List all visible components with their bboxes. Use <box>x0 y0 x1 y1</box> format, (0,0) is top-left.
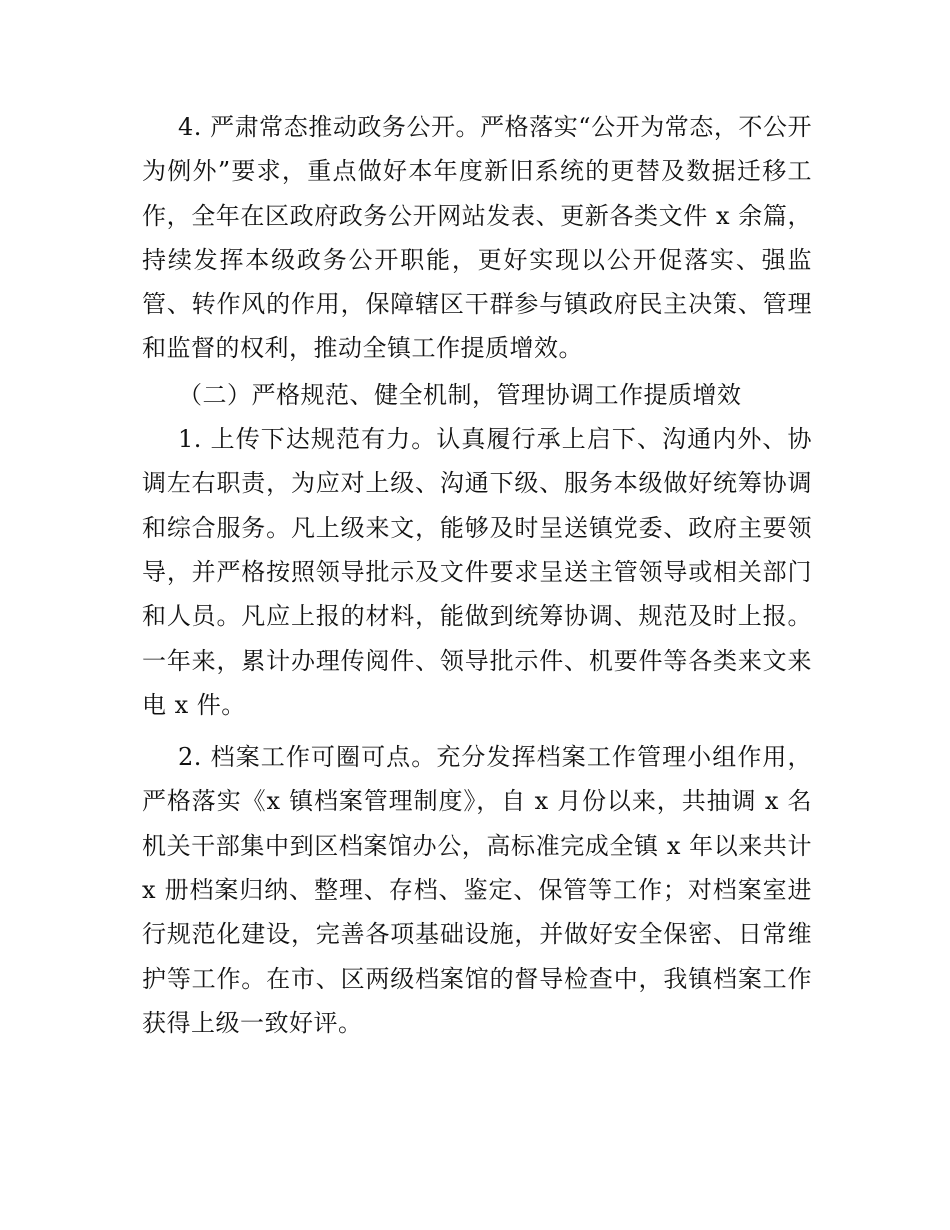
section-heading-management: （二）严格规范、健全机制，管理协调工作提质增效 <box>178 380 742 409</box>
paragraph-public-affairs: 4. 严肃常态推动政务公开。严格落实“公开为常态，不公开为例外”要求，重点做好本年度新旧系统的更替及数据迁移工作，全年在区政府政务公开网站发表、更新各类文件 x 余篇，持续发挥本级政务公开职能，更好实现以公开促落实、强监管、转作风的作用，保障辖区干群参与镇政府民主决策、管理和监督的权利，推动全镇工作提质增效。 <box>142 113 812 363</box>
document-body <box>142 105 812 1045</box>
paragraph-communication: 1. 上传下达规范有力。认真履行承上启下、沟通内外、协调左右职责，为应对上级、沟通下级、服务本级做好统筹协调和综合服务。凡上级来文，能够及时呈送镇党委、政府主要领导，并严格按照领导批示及文件要求呈送主管领导或相关部门和人员。凡应上报的材料，能做到统筹协调、规范及时上报。一年来，累计办理传阅件、领导批示件、机要件等各类来文来电 x 件。 <box>142 425 812 719</box>
paragraph-archives: 2. 档案工作可圈可点。充分发挥档案工作管理小组作用，严格落实《x 镇档案管理制度》，自 x 月份以来，共抽调 x 名机关干部集中到区档案馆办公，高标准完成全镇 x 年以来共计 x 册档案归纳、整理、存档、鉴定、保管等工作；对档案室进行规范化建设，完善各项基础设施，并做好安全保密、日常维护等工作。在市、区两级档案馆的督导检查中，我镇档案工作获得上级一致好评。 <box>142 743 812 1037</box>
